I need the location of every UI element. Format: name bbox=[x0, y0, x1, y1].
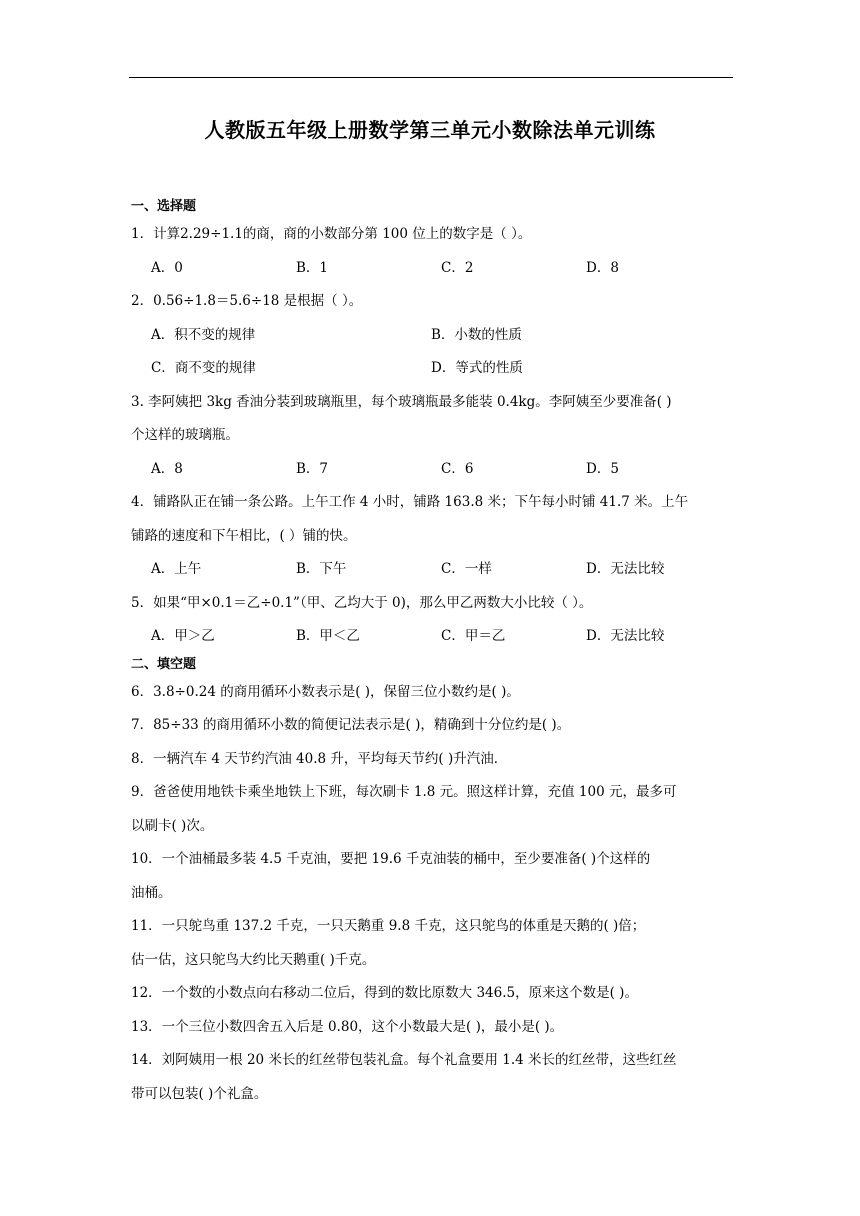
option-a: A．0 bbox=[151, 259, 183, 276]
question-5: 5．如果“甲×0.1＝乙÷0.1”（甲、乙均大于 0)，那么甲乙两数大小比较（ ）。 bbox=[131, 594, 593, 611]
option-a: A．上午 bbox=[151, 561, 202, 577]
option-d: D．8 bbox=[586, 259, 619, 276]
section-heading-choice: 一、选择题 bbox=[131, 199, 197, 214]
option-c: C．甲＝乙 bbox=[441, 628, 506, 644]
question-7: 7．85÷33 的商用循环小数的简便记法表示是( )，精确到十分位约是( )。 bbox=[131, 717, 571, 733]
option-c: C．6 bbox=[441, 460, 474, 477]
option-a: A．积不变的规律 bbox=[151, 326, 256, 343]
question-1: 1．计算2.29÷1.1的商，商的小数部分第 100 位上的数字是（ ）。 bbox=[131, 226, 532, 242]
question-2-options-row1 bbox=[131, 319, 731, 353]
option-a: A．8 bbox=[151, 460, 183, 477]
question-9-line-1: 9．爸爸使用地铁卡乘坐地铁上下班，每次刷卡 1.8 元。照这样计算，充值 100 元，最多可 bbox=[131, 784, 677, 800]
option-b: B．1 bbox=[296, 259, 329, 276]
document-body bbox=[131, 196, 731, 1111]
question-8: 8．一辆汽车 4 天节约汽油 40.8 升，平均每天节约( )升汽油． bbox=[131, 750, 508, 767]
option-c: C．商不变的规律 bbox=[151, 360, 256, 376]
question-5-options bbox=[131, 620, 731, 654]
option-b: B．下午 bbox=[296, 561, 347, 577]
document-title: 人教版五年级上册数学第三单元小数除法单元训练 bbox=[204, 118, 656, 142]
question-9-line-2: 以刷卡( )次。 bbox=[131, 817, 214, 834]
section-heading-fill: 二、填空题 bbox=[131, 656, 197, 672]
question-10-line-2: 油桶。 bbox=[131, 884, 172, 901]
question-6: 6．3.8÷0.24 的商用循环小数表示是( )，保留三位小数约是( )。 bbox=[131, 683, 520, 700]
question-12: 12．一个数的小数点向右移动二位后，得到的数比原数大 346.5，原来这个数是( )。 bbox=[131, 985, 638, 1001]
option-d: D．等式的性质 bbox=[431, 360, 523, 376]
question-2-options-row2 bbox=[131, 352, 731, 386]
option-c: C．一样 bbox=[441, 561, 492, 577]
question-14-line-2: 带可以包装( )个礼盒。 bbox=[131, 1085, 268, 1102]
question-2: 2．0.56÷1.8＝5.6÷18 是根据（ ）。 bbox=[131, 293, 363, 309]
question-4-options bbox=[131, 553, 731, 587]
option-b: B．7 bbox=[296, 460, 329, 477]
question-3-line-1: 3. 李阿姨把 3kg 香油分装到玻璃瓶里，每个玻璃瓶最多能装 0.4kg。李阿姨至少要准备( ) bbox=[131, 393, 672, 410]
option-d: D．无法比较 bbox=[586, 628, 665, 644]
option-b: B．甲＜乙 bbox=[296, 628, 360, 644]
question-14-line-1: 14．刘阿姨用一根 20 米长的红丝带包装礼盒。每个礼盒要用 1.4 米长的红丝带，这些红丝 bbox=[131, 1052, 677, 1068]
question-13: 13．一个三位小数四舍五入后是 0.80，这个小数最大是( )，最小是( )。 bbox=[131, 1018, 564, 1035]
question-11-line-2: 估一估，这只鸵鸟大约比天鹅重( )千克。 bbox=[131, 951, 376, 968]
option-b: B．小数的性质 bbox=[431, 326, 522, 343]
option-d: D．无法比较 bbox=[586, 561, 665, 577]
option-d: D．5 bbox=[586, 460, 619, 477]
question-4-line-1: 4．铺路队正在铺一条公路。上午工作 4 小时，铺路 163.8 米；下午每小时铺 41.7 米。上午 bbox=[131, 494, 689, 510]
question-10-line-1: 10．一个油桶最多装 4.5 千克油，要把 19.6 千克油装的桶中，至少要准备( )个这样的 bbox=[131, 851, 651, 867]
option-a: A．甲＞乙 bbox=[151, 628, 215, 644]
question-3-options bbox=[131, 453, 731, 487]
header-rule bbox=[129, 77, 733, 78]
question-1-options bbox=[131, 252, 731, 286]
question-4-line-2: 铺路的速度和下午相比，( ）铺的快。 bbox=[131, 527, 357, 544]
option-c: C．2 bbox=[441, 259, 474, 276]
question-11-line-1: 11．一只鸵鸟重 137.2 千克，一只天鹅重 9.8 千克，这只鸵鸟的体重是天鹅的( )倍； bbox=[131, 918, 646, 934]
question-3-line-2: 个这样的玻璃瓶。 bbox=[131, 427, 239, 443]
